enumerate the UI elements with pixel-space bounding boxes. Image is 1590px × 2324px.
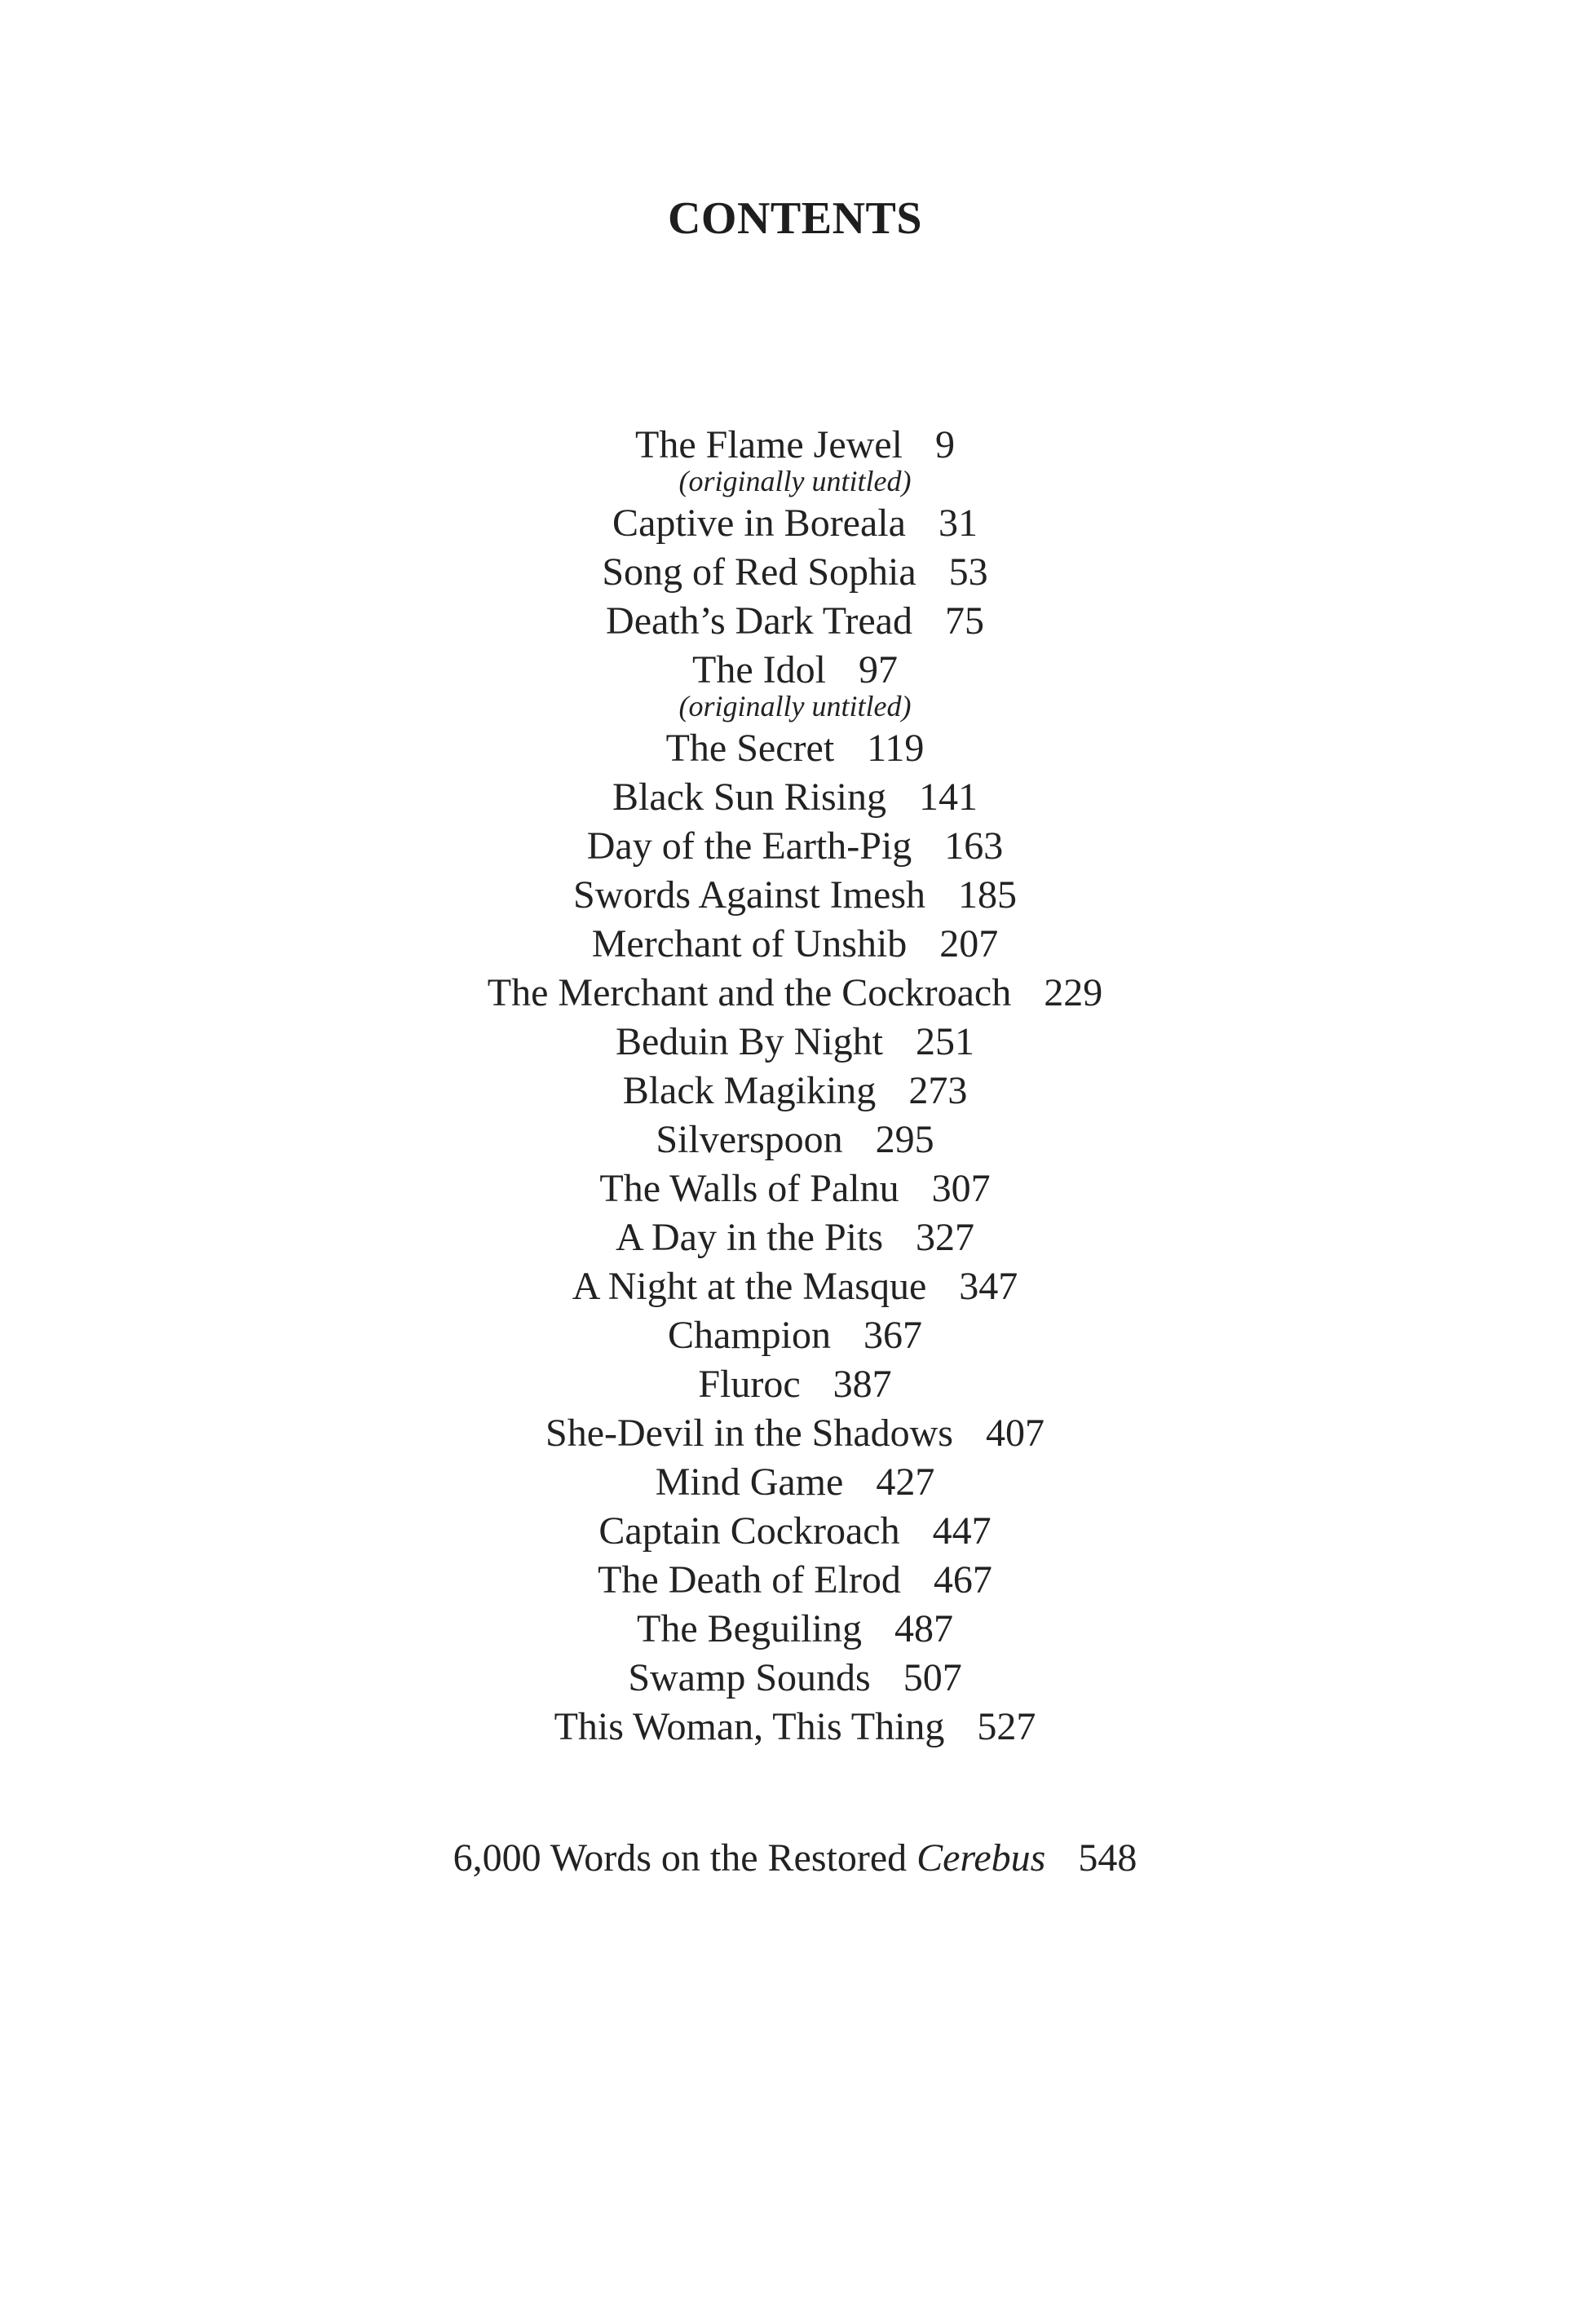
entry-title: Song of Red Sophia xyxy=(602,550,916,594)
contents-entry xyxy=(0,1018,1590,1067)
entry-title: Captive in Boreala xyxy=(612,501,906,545)
entry-page-number: 447 xyxy=(932,1509,992,1553)
entry-title: She-Devil in the Shadows xyxy=(545,1412,953,1455)
entry-note: (originally untitled) xyxy=(678,690,912,722)
entry-page-number: 327 xyxy=(916,1216,974,1259)
entry-page-number: 185 xyxy=(958,873,1017,917)
contents-list xyxy=(0,421,1590,1752)
entry-page-number: 53 xyxy=(948,550,988,594)
entry-title: The Flame Jewel xyxy=(635,423,903,466)
contents-entry xyxy=(0,646,1590,695)
entry-page-number: 31 xyxy=(938,501,978,545)
entry-page-number: 347 xyxy=(959,1265,1018,1308)
entry-note: (originally untitled) xyxy=(678,465,912,497)
entry-title: The Beguiling xyxy=(637,1607,862,1650)
entry-title: Death’s Dark Tread xyxy=(606,599,912,643)
entry-page-number: 229 xyxy=(1044,971,1103,1014)
entry-page-number: 295 xyxy=(875,1118,934,1161)
contents-entry xyxy=(0,1164,1590,1213)
entry-title: The Idol xyxy=(692,648,826,691)
appendix-title-prefix: 6,000 Words on the Restored xyxy=(453,1836,917,1880)
contents-entry xyxy=(0,597,1590,646)
entry-title: Swords Against Imesh xyxy=(573,873,925,917)
entry-page-number: 527 xyxy=(977,1705,1036,1748)
entry-page-number: 9 xyxy=(934,423,955,466)
page-title: CONTENTS xyxy=(667,193,923,244)
entry-title: The Merchant and the Cockroach xyxy=(487,971,1012,1014)
contents-entry xyxy=(0,969,1590,1018)
contents-entry xyxy=(0,920,1590,969)
contents-entry xyxy=(0,1458,1590,1507)
entry-title: Day of the Earth-Pig xyxy=(586,824,912,868)
entry-page-number: 507 xyxy=(903,1656,962,1699)
appendix-title-emphasis: Cerebus xyxy=(916,1836,1046,1880)
contents-entry xyxy=(0,1507,1590,1556)
contents-entry xyxy=(0,1360,1590,1409)
entry-title: The Death of Elrod xyxy=(598,1558,901,1602)
entry-title: Champion xyxy=(668,1314,831,1357)
contents-entry xyxy=(0,1556,1590,1605)
entry-page-number: 467 xyxy=(933,1558,992,1602)
entry-title: Beduin By Night xyxy=(615,1020,883,1063)
contents-entry xyxy=(0,1262,1590,1311)
contents-entry xyxy=(0,1605,1590,1654)
contents-entry xyxy=(0,1067,1590,1116)
entry-page-number: 207 xyxy=(939,922,999,965)
entry-title: The Walls of Palnu xyxy=(599,1167,899,1210)
entry-title: The Secret xyxy=(665,727,835,770)
entry-title: A Night at the Masque xyxy=(572,1265,927,1308)
entry-title: Captain Cockroach xyxy=(598,1509,900,1553)
contents-entry xyxy=(0,773,1590,822)
entry-page-number: 427 xyxy=(876,1460,935,1504)
entry-page-number: 119 xyxy=(867,727,925,770)
contents-entry xyxy=(0,1654,1590,1703)
entry-page-number: 163 xyxy=(944,824,1004,868)
entry-page-number: 407 xyxy=(985,1412,1045,1455)
entry-page-number: 367 xyxy=(863,1314,922,1357)
contents-entry xyxy=(0,1311,1590,1360)
entry-page-number: 307 xyxy=(931,1167,991,1210)
entry-title: A Day in the Pits xyxy=(615,1216,883,1259)
entry-title: Fluroc xyxy=(698,1363,801,1406)
appendix-page-number: 548 xyxy=(1078,1836,1137,1880)
contents-entry xyxy=(0,1409,1590,1458)
entry-title: This Woman, This Thing xyxy=(554,1705,945,1748)
entry-title: Black Sun Rising xyxy=(612,775,887,819)
contents-entry xyxy=(0,1213,1590,1262)
entry-page-number: 251 xyxy=(916,1020,974,1063)
entry-page-number: 97 xyxy=(858,648,898,691)
contents-entry xyxy=(0,871,1590,920)
contents-entry xyxy=(0,1703,1590,1752)
appendix-entry xyxy=(0,1834,1590,1883)
entry-title: Swamp Sounds xyxy=(628,1656,871,1699)
entry-page-number: 387 xyxy=(833,1363,892,1406)
contents-entry xyxy=(0,1116,1590,1164)
entry-page-number: 141 xyxy=(919,775,978,819)
entry-title: Mind Game xyxy=(655,1460,844,1504)
entry-title: Black Magiking xyxy=(622,1069,877,1112)
entry-page-number: 75 xyxy=(944,599,984,643)
contents-entry xyxy=(0,499,1590,548)
entry-title: Merchant of Unshib xyxy=(591,922,908,965)
contents-entry xyxy=(0,822,1590,871)
contents-entry xyxy=(0,548,1590,597)
entry-page-number: 487 xyxy=(894,1607,953,1650)
entry-title: Silverspoon xyxy=(656,1118,843,1161)
contents-entry xyxy=(0,421,1590,470)
entry-page-number: 273 xyxy=(908,1069,968,1112)
contents-entry xyxy=(0,724,1590,773)
